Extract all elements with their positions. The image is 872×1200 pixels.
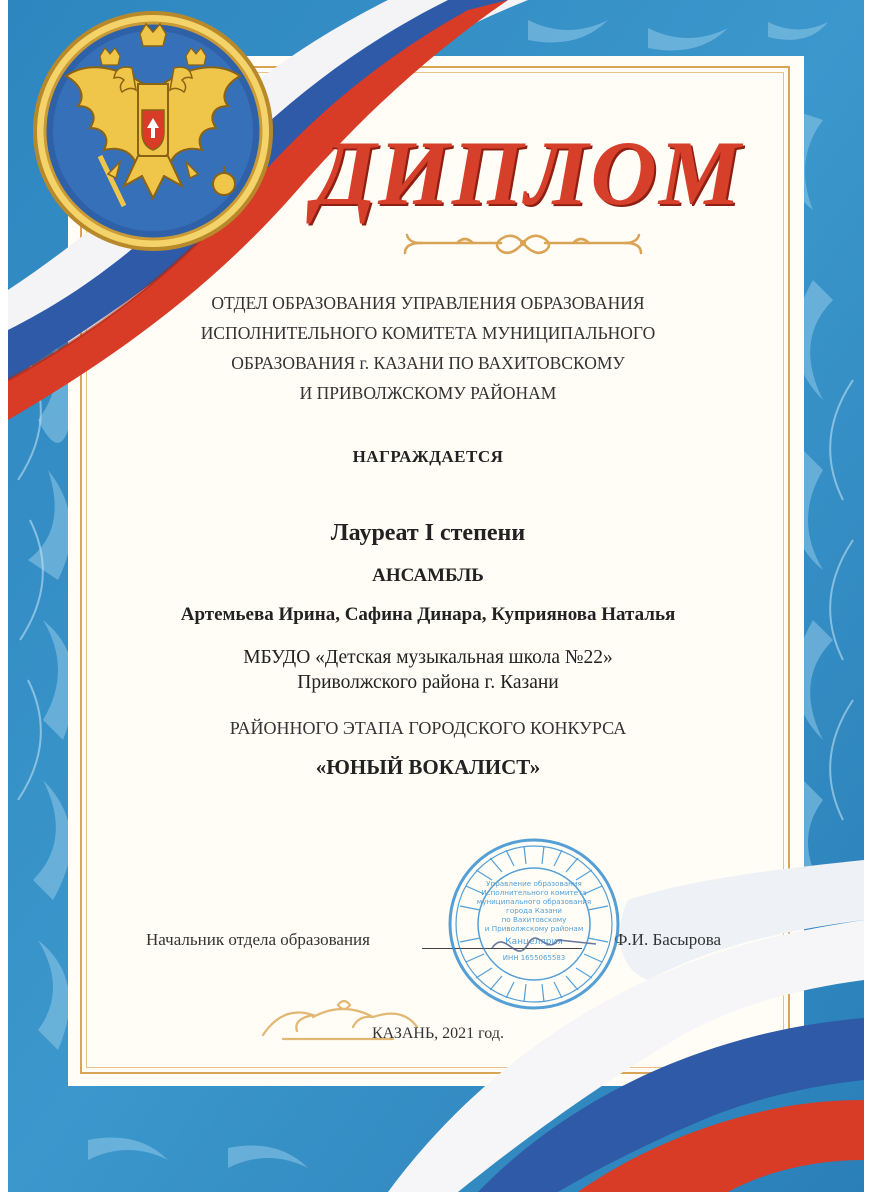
organization-line: ОТДЕЛ ОБРАЗОВАНИЯ УПРАВЛЕНИЯ ОБРАЗОВАНИЯ — [211, 293, 645, 313]
stamp-line: Канцелярия — [505, 937, 563, 947]
organization-line: И ПРИВОЛЖСКОМУ РАЙОНАМ — [299, 383, 557, 403]
ensemble-label: АНСАМБЛЬ — [372, 565, 484, 586]
organization-block — [178, 288, 678, 408]
stamp-line: города Казани — [506, 906, 562, 915]
awarded-heading: НАГРАЖДАЕТСЯ — [352, 447, 504, 466]
contest-stage: РАЙОННОГО ЭТАПА ГОРОДСКОГО КОНКУРСА — [229, 718, 627, 738]
diploma-sheet — [8, 0, 864, 1192]
russian-coat-of-arms-icon — [28, 6, 278, 256]
official-seal-icon — [446, 836, 622, 1012]
signature-position: Начальник отдела образования — [146, 930, 370, 949]
organization-line: ИСПОЛНИТЕЛЬНОГО КОМИТЕТА МУНИЦИПАЛЬНОГО — [200, 323, 656, 343]
ensemble-members: Артемьева Ирина, Сафина Динара, Куприянова Наталья — [180, 604, 676, 625]
stamp-line: Управление образования — [486, 879, 582, 888]
diploma-title: ДИПЛОМ — [313, 122, 743, 224]
city-year: КАЗАНЬ, 2021 год. — [372, 1025, 504, 1042]
stamp-line: и Приволжскому районам — [484, 924, 584, 933]
stamp-line: ИНН 1655065583 — [502, 954, 566, 962]
organization-line: ОБРАЗОВАНИЯ г. КАЗАНИ ПО ВАХИТОВСКОМУ — [231, 353, 625, 373]
school-line: МБУДО «Детская музыкальная школа №22» — [243, 647, 613, 668]
title-ornament-icon — [393, 225, 653, 261]
contest-name: «ЮНЫЙ ВОКАЛИСТ» — [315, 755, 541, 779]
stamp-line: по Вахитовскому — [501, 915, 567, 924]
stamp-line: Исполнительного комитета — [481, 888, 587, 897]
school-line: Приволжского района г. Казани — [297, 672, 559, 693]
stamp-line: муниципального образования — [476, 897, 592, 906]
signature-name: Ф.И. Басырова — [614, 930, 722, 949]
laureate-degree: Лауреат I степени — [330, 520, 526, 546]
school-block — [168, 645, 688, 695]
